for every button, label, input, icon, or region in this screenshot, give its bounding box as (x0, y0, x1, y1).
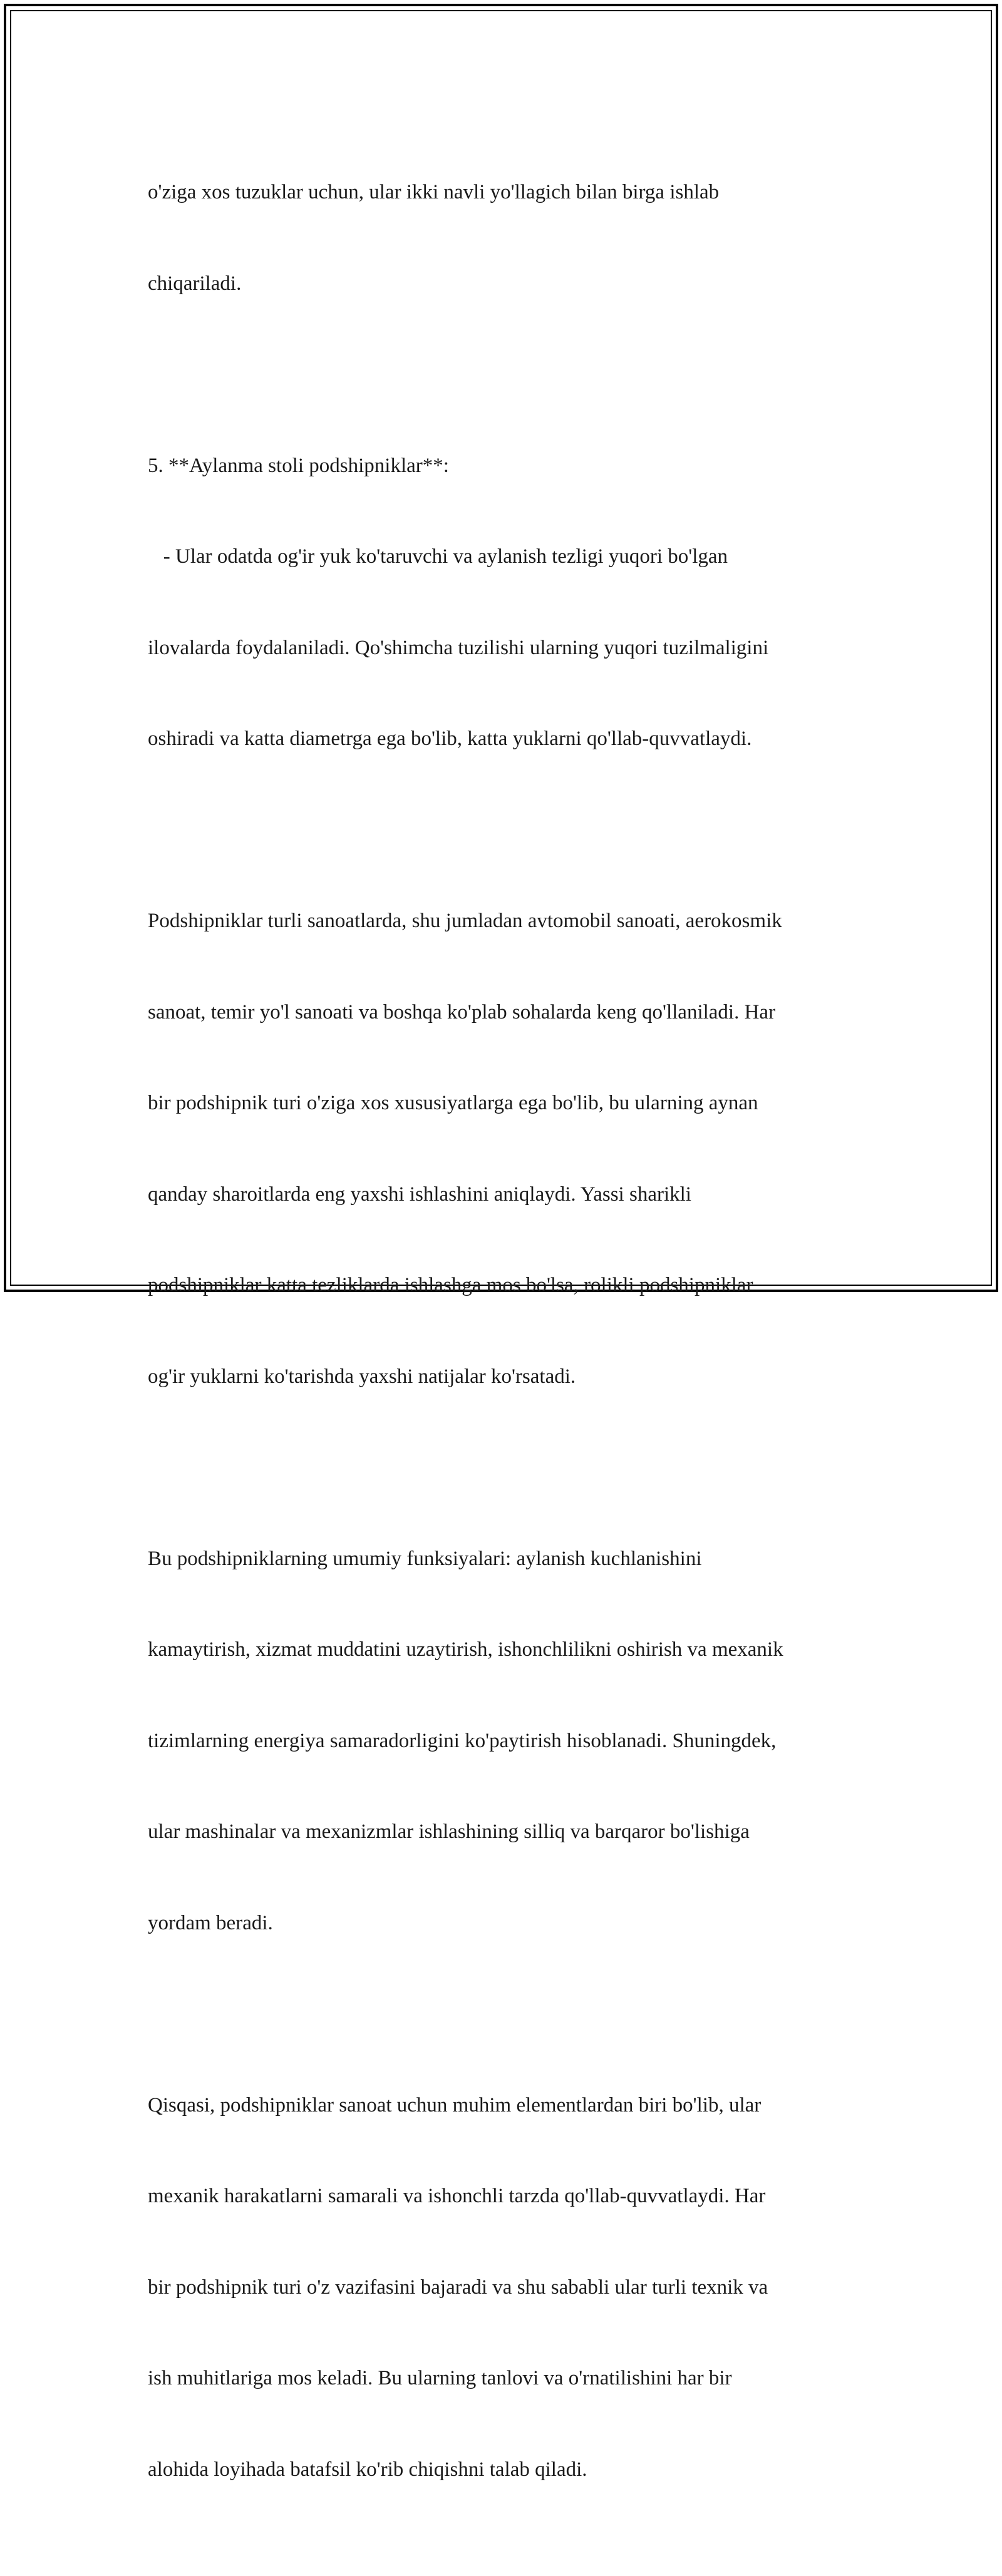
text-line: qanday sharoitlarda eng yaxshi ishlashini aniqlaydi. Yassi sharikli (148, 1183, 691, 1206)
paragraph-1 (148, 116, 868, 359)
text-line: tizimlarning energiya samaradorligini ko'paytirish hisoblanadi. Shuningdek, (148, 1729, 777, 1752)
text-line: podshipniklar katta tezliklarda ishlashga mos bo'lsa, rolikli podshipniklar (148, 1274, 753, 1296)
text-line: ilovalarda foydalaniladi. Qo'shimcha tuzilishi ularning yuqori tuzilmaligini (148, 636, 769, 659)
text-line: - Ular odatda og'ir yuk ko'taruvchi va aylanish tezligi yuqori bo'lgan (148, 545, 728, 568)
text-line: mexanik harakatlarni samarali va ishonchli tarzda qo'llab-quvvatlaydi. Har (148, 2185, 766, 2207)
text-line: sanoat, temir yo'l sanoati va boshqa ko'plab sohalarda keng qo'llaniladi. Har (148, 1000, 776, 1024)
list-item-heading: 5. **Aylanma stoli podshipniklar**: (148, 454, 449, 477)
text-line: ular mashinalar va mexanizmlar ishlashining silliq va barqaror bo'lishiga (148, 1820, 750, 1843)
document-body (148, 116, 868, 2576)
text-line: Bu podshipniklarning umumiy funksiyalari: aylanish kuchlanishini (148, 1547, 702, 1570)
text-line: Podshipniklar turli sanoatlarda, shu jumladan avtomobil sanoati, aerokosmik (148, 910, 782, 932)
paragraph-5 (148, 2029, 868, 2546)
text-line: o'ziga xos tuzuklar uchun, ular ikki navli yo'llagich bilan birga ishlab (148, 181, 720, 203)
text-line: yordam beradi. (148, 1911, 273, 1934)
text-line: oshiradi va katta diametrga ega bo'lib, katta yuklarni qo'llab-quvvatlaydi. (148, 727, 752, 750)
paragraph-3 (148, 845, 868, 1452)
text-line: bir podshipnik turi o'z vazifasini bajaradi va shu sababli ular turli texnik va (148, 2276, 768, 2299)
text-line: Qisqasi, podshipniklar sanoat uchun muhim elementlardan biri bo'lib, ular (148, 2093, 762, 2117)
text-line: alohida loyihada batafsil ko'rib chiqishni talab qiladi. (148, 2458, 587, 2481)
text-line: bir podshipnik turi o'ziga xos xususiyatlarga ega bo'lib, bu ularning aynan (148, 1092, 758, 1114)
paragraph-2 (148, 390, 868, 815)
paragraph-4 (148, 1483, 868, 1999)
text-line: chiqariladi. (148, 272, 242, 295)
text-line: og'ir yuklarni ko'tarishda yaxshi natijalar ko'rsatadi. (148, 1365, 576, 1388)
text-line: kamaytirish, xizmat muddatini uzaytirish, ishonchlilikni oshirish va mexanik (148, 1638, 783, 1661)
text-line: ish muhitlariga mos keladi. Bu ularning tanlovi va o'rnatilishini har bir (148, 2367, 732, 2389)
